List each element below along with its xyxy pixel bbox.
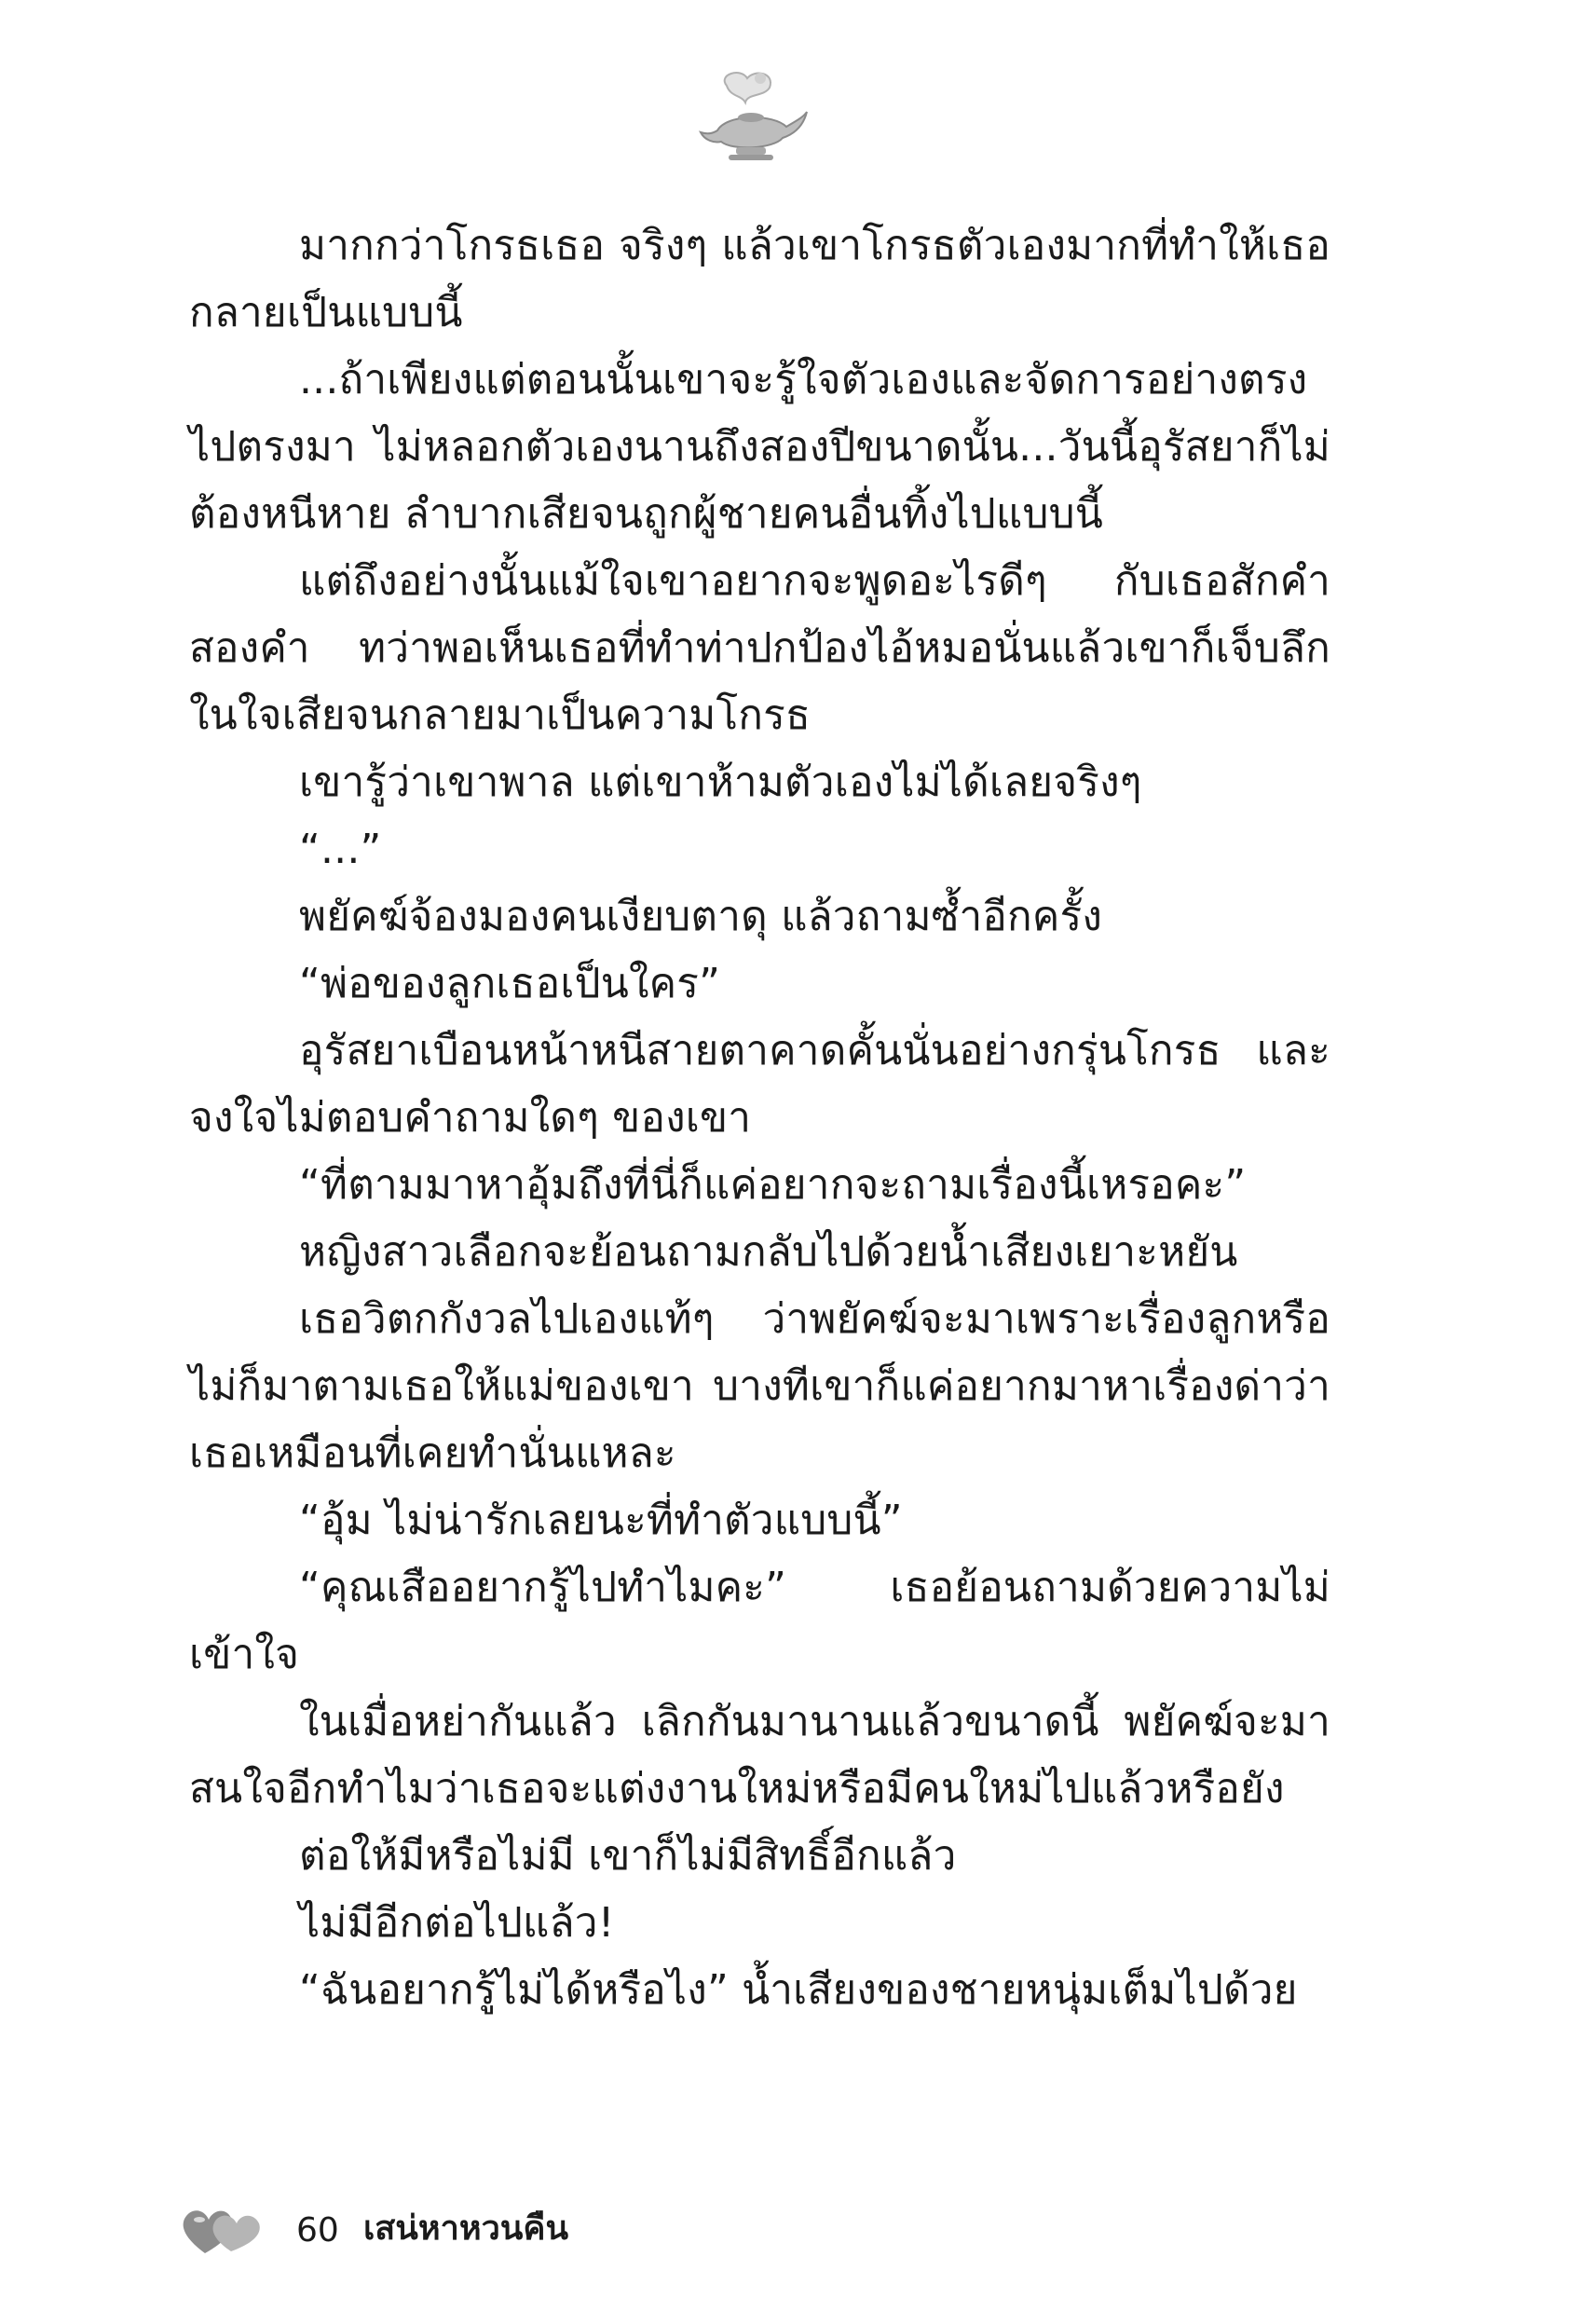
genie-lamp-icon [689, 65, 811, 168]
paragraph: ...ถ้าเพียงแต่ตอนนั้นเขาจะรู้ใจตัวเองและจัดการอย่างตรงไปตรงมา ไม่หลอกตัวเองนานถึงสองปีขนาดนั้น...วันนี้อุรัสยาก็ไม่ต้องหนีหาย ลำบากเสียจนถูกผู้ชายคนอื่นทิ้งไปแบบนี้ [189, 356, 1330, 538]
paragraph: อุรัสยาเบือนหน้าหนีสายตาคาดคั้นนั่นอย่างกรุ่นโกรธ และจงใจไม่ตอบคำถามใดๆ ของเขา [189, 1027, 1330, 1142]
paragraph: เธอวิตกกังวลไปเองแท้ๆ ว่าพยัคฆ์จะมาเพราะเรื่องลูกหรือไม่ก็มาตามเธอให้แม่ของเขา บางทีเขาก็แค่อยากมาหาเรื่องด่าว่าเธอเหมือนที่เคยทำนั่นแหละ [189, 1295, 1330, 1477]
paragraph: “คุณเสืออยากรู้ไปทำไมคะ” เธอย้อนถามด้วยความไม่เข้าใจ [189, 1564, 1330, 1678]
hearts-icon [177, 2199, 266, 2259]
paragraph: ต่อให้มีหรือไม่มี เขาก็ไม่มีสิทธิ์อีกแล้ว [299, 1832, 957, 1880]
paragraph: ไม่มีอีกต่อไปแล้ว! [299, 1899, 615, 1947]
paragraph: “...” [299, 826, 382, 873]
paragraph: เขารู้ว่าเขาพาล แต่เขาห้ามตัวเองไม่ได้เลยจริงๆ [299, 759, 1142, 806]
book-title: เสน่หาหวนคืน [363, 2209, 569, 2248]
paragraph: “อุ้ม ไม่น่ารักเลยนะที่ทำตัวแบบนี้” [299, 1497, 903, 1544]
paragraph: มากกว่าโกรธเธอ จริงๆ แล้วเขาโกรธตัวเองมากที่ทำให้เธอกลายเป็นแบบนี้ [189, 222, 1330, 336]
paragraph: พยัคฆ์จ้องมองคนเงียบตาดุ แล้วถามซ้ำอีกครั้ง [299, 893, 1103, 940]
paragraph: หญิงสาวเลือกจะย้อนถามกลับไปด้วยน้ำเสียงเยาะหยัน [299, 1228, 1238, 1276]
body-text [189, 212, 1330, 2024]
page-footer [177, 2199, 829, 2264]
paragraph: แต่ถึงอย่างนั้นแม้ใจเขาอยากจะพูดอะไรดีๆ กับเธอสักคำสองคำ ทว่าพอเห็นเธอที่ทำท่าปกป้องไอ้หมอนั่นแล้วเขาก็เจ็บลึกในใจเสียจนกลายมาเป็นความโกรธ [189, 557, 1330, 739]
paragraph: “ฉันอยากรู้ไม่ได้หรือไง” น้ำเสียงของชายหนุ่มเต็มไปด้วย [299, 1966, 1298, 2014]
paragraph: ในเมื่อหย่ากันแล้ว เลิกกันมานานแล้วขนาดนี้ พยัคฆ์จะมาสนใจอีกทำไมว่าเธอจะแต่งงานใหม่หรือมีคนใหม่ไปแล้วหรือยัง [189, 1698, 1330, 1812]
paragraph: “พ่อของลูกเธอเป็นใคร” [299, 960, 721, 1007]
paragraph: “ที่ตามมาหาอุ้มถึงที่นี่ก็แค่อยากจะถามเรื่องนี้เหรอคะ” [299, 1161, 1247, 1209]
page-number: 60 [296, 2211, 339, 2249]
